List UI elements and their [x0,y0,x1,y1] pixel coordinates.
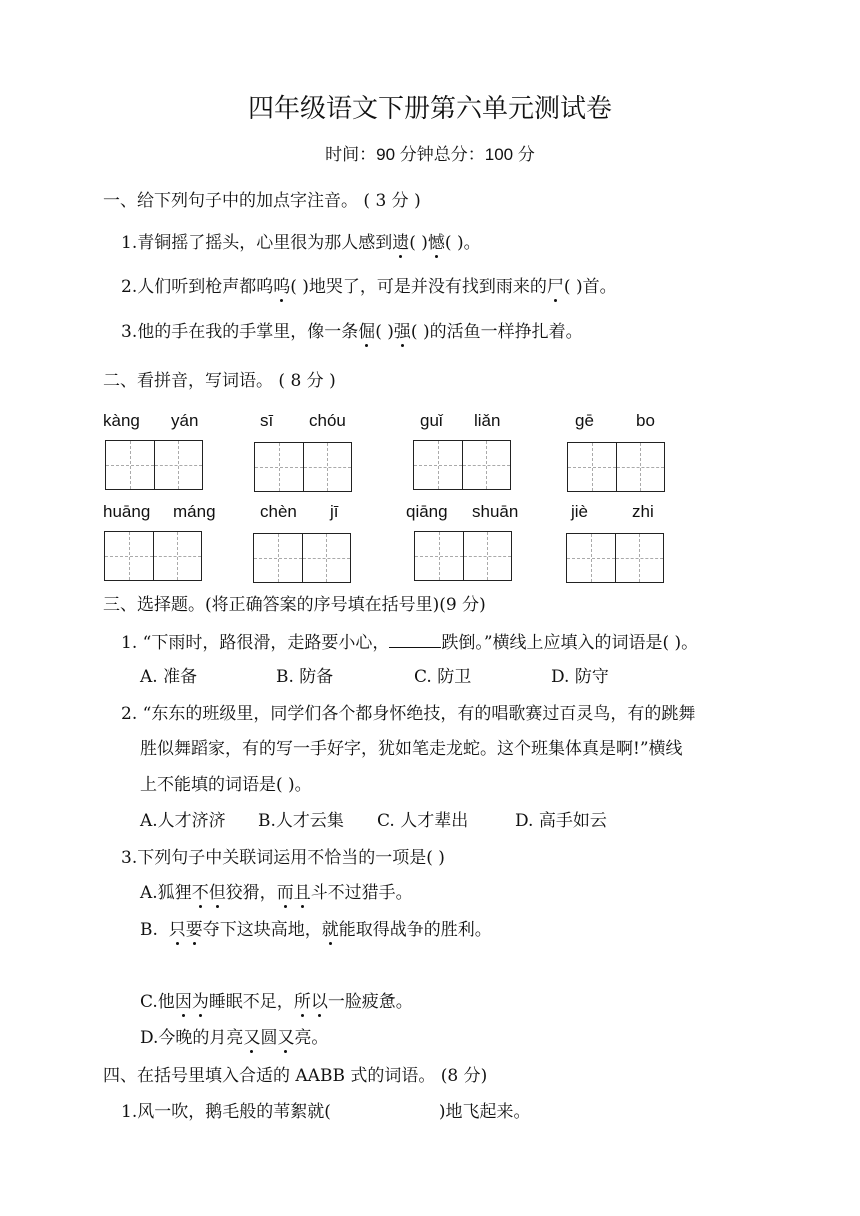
s3-q1-option-c: C. 防卫 [414,667,472,687]
s3-question-2-line-2: 胜似舞蹈家，有的写一手好字，犹如笔走龙蛇。这个班集体真是啊!”横线 [140,739,683,759]
page-title: 四年级语文下册第六单元测试卷 [247,94,612,124]
s1-question-2: 2.人们听到枪声都呜呜( )地哭了，可是并没有找到雨来的尸( )首。 [121,272,617,297]
section-4-heading: 四、在括号里填入合适的 AABB 式的词语。 (8 分) [103,1066,488,1086]
s3-question-2-line-1: 2. “东东的班级里，同学们各个都身怀绝技，有的唱歌赛过百灵鸟，有的跳舞 [121,704,696,724]
s3-q1-option-b: B. 防备 [276,667,334,687]
exam-info: 时间：90 分钟总分：100 分 [325,145,535,164]
s3-q2-option-c: C. 人才辈出 [377,811,469,831]
section-3-heading: 三、选择题。(将正确答案的序号填在括号里)(9 分) [103,595,486,615]
section-1-heading: 一、给下列句子中的加点字注音。 ( 3 分 ) [103,191,421,211]
pinyin: gē [575,411,594,430]
pinyin: bo [636,411,655,430]
s3-q2-option-a: A.人才济济 [140,811,226,831]
pinyin: kàng [103,411,140,430]
writing-grid[interactable] [566,533,664,583]
pinyin: jiè [571,502,589,521]
writing-grid[interactable] [414,531,512,581]
pinyin: zhi [632,502,654,521]
s3-q2-option-b: B.人才云集 [258,811,344,831]
pinyin: huāng [103,502,151,521]
writing-grid[interactable] [254,442,352,492]
pinyin: qiāng [406,502,448,521]
s3-q3-option-b: B. 只要夺下这块高地，就能取得战争的胜利。 [140,915,492,940]
s3-question-2-line-3: 上不能填的词语是( )。 [140,775,312,795]
pinyin: chóu [309,411,346,430]
s3-q3-option-a: A.狐狸不但狡猾，而且斗不过猎手。 [140,878,413,903]
s3-q3-option-d: D.今晚的月亮又圆又亮。 [140,1023,328,1048]
s3-question-3: 3.下列句子中关联词运用不恰当的一项是( ) [121,848,445,868]
s3-question-1: 1. “下雨时，路很滑，走路要小心， 跌倒。”横线上应填入的词语是( )。 [121,633,699,653]
pinyin: guǐ [420,411,443,430]
s1-question-1: 1.青铜摇了摇头，心里很为那人感到遗( )憾( )。 [121,228,481,253]
writing-grid[interactable] [105,440,203,490]
pinyin: shuān [472,502,519,521]
writing-grid[interactable] [413,440,511,490]
s3-q1-option-d: D. 防守 [551,667,609,687]
writing-grid[interactable] [253,533,351,583]
pinyin: máng [173,502,216,521]
section-2-heading: 二、看拼音，写词语。 ( 8 分 ) [103,371,336,391]
s4-question-1: 1.风一吹，鹅毛般的苇絮就( )地飞起来。 [121,1102,531,1122]
pinyin: yán [171,411,199,430]
s3-q2-option-d: D. 高手如云 [515,811,607,831]
pinyin: jī [330,502,339,521]
writing-grid[interactable] [567,442,665,492]
writing-grid[interactable] [104,531,202,581]
s3-q1-option-a: A. 准备 [140,667,198,687]
pinyin: liǎn [474,411,501,430]
s3-q3-option-c: C.他因为睡眠不足，所以一脸疲惫。 [140,987,413,1012]
pinyin: chèn [260,502,297,521]
pinyin: sī [260,411,274,430]
s1-question-3: 3.他的手在我的手掌里，像一条倔( )强( )的活鱼一样挣扎着。 [121,317,583,342]
